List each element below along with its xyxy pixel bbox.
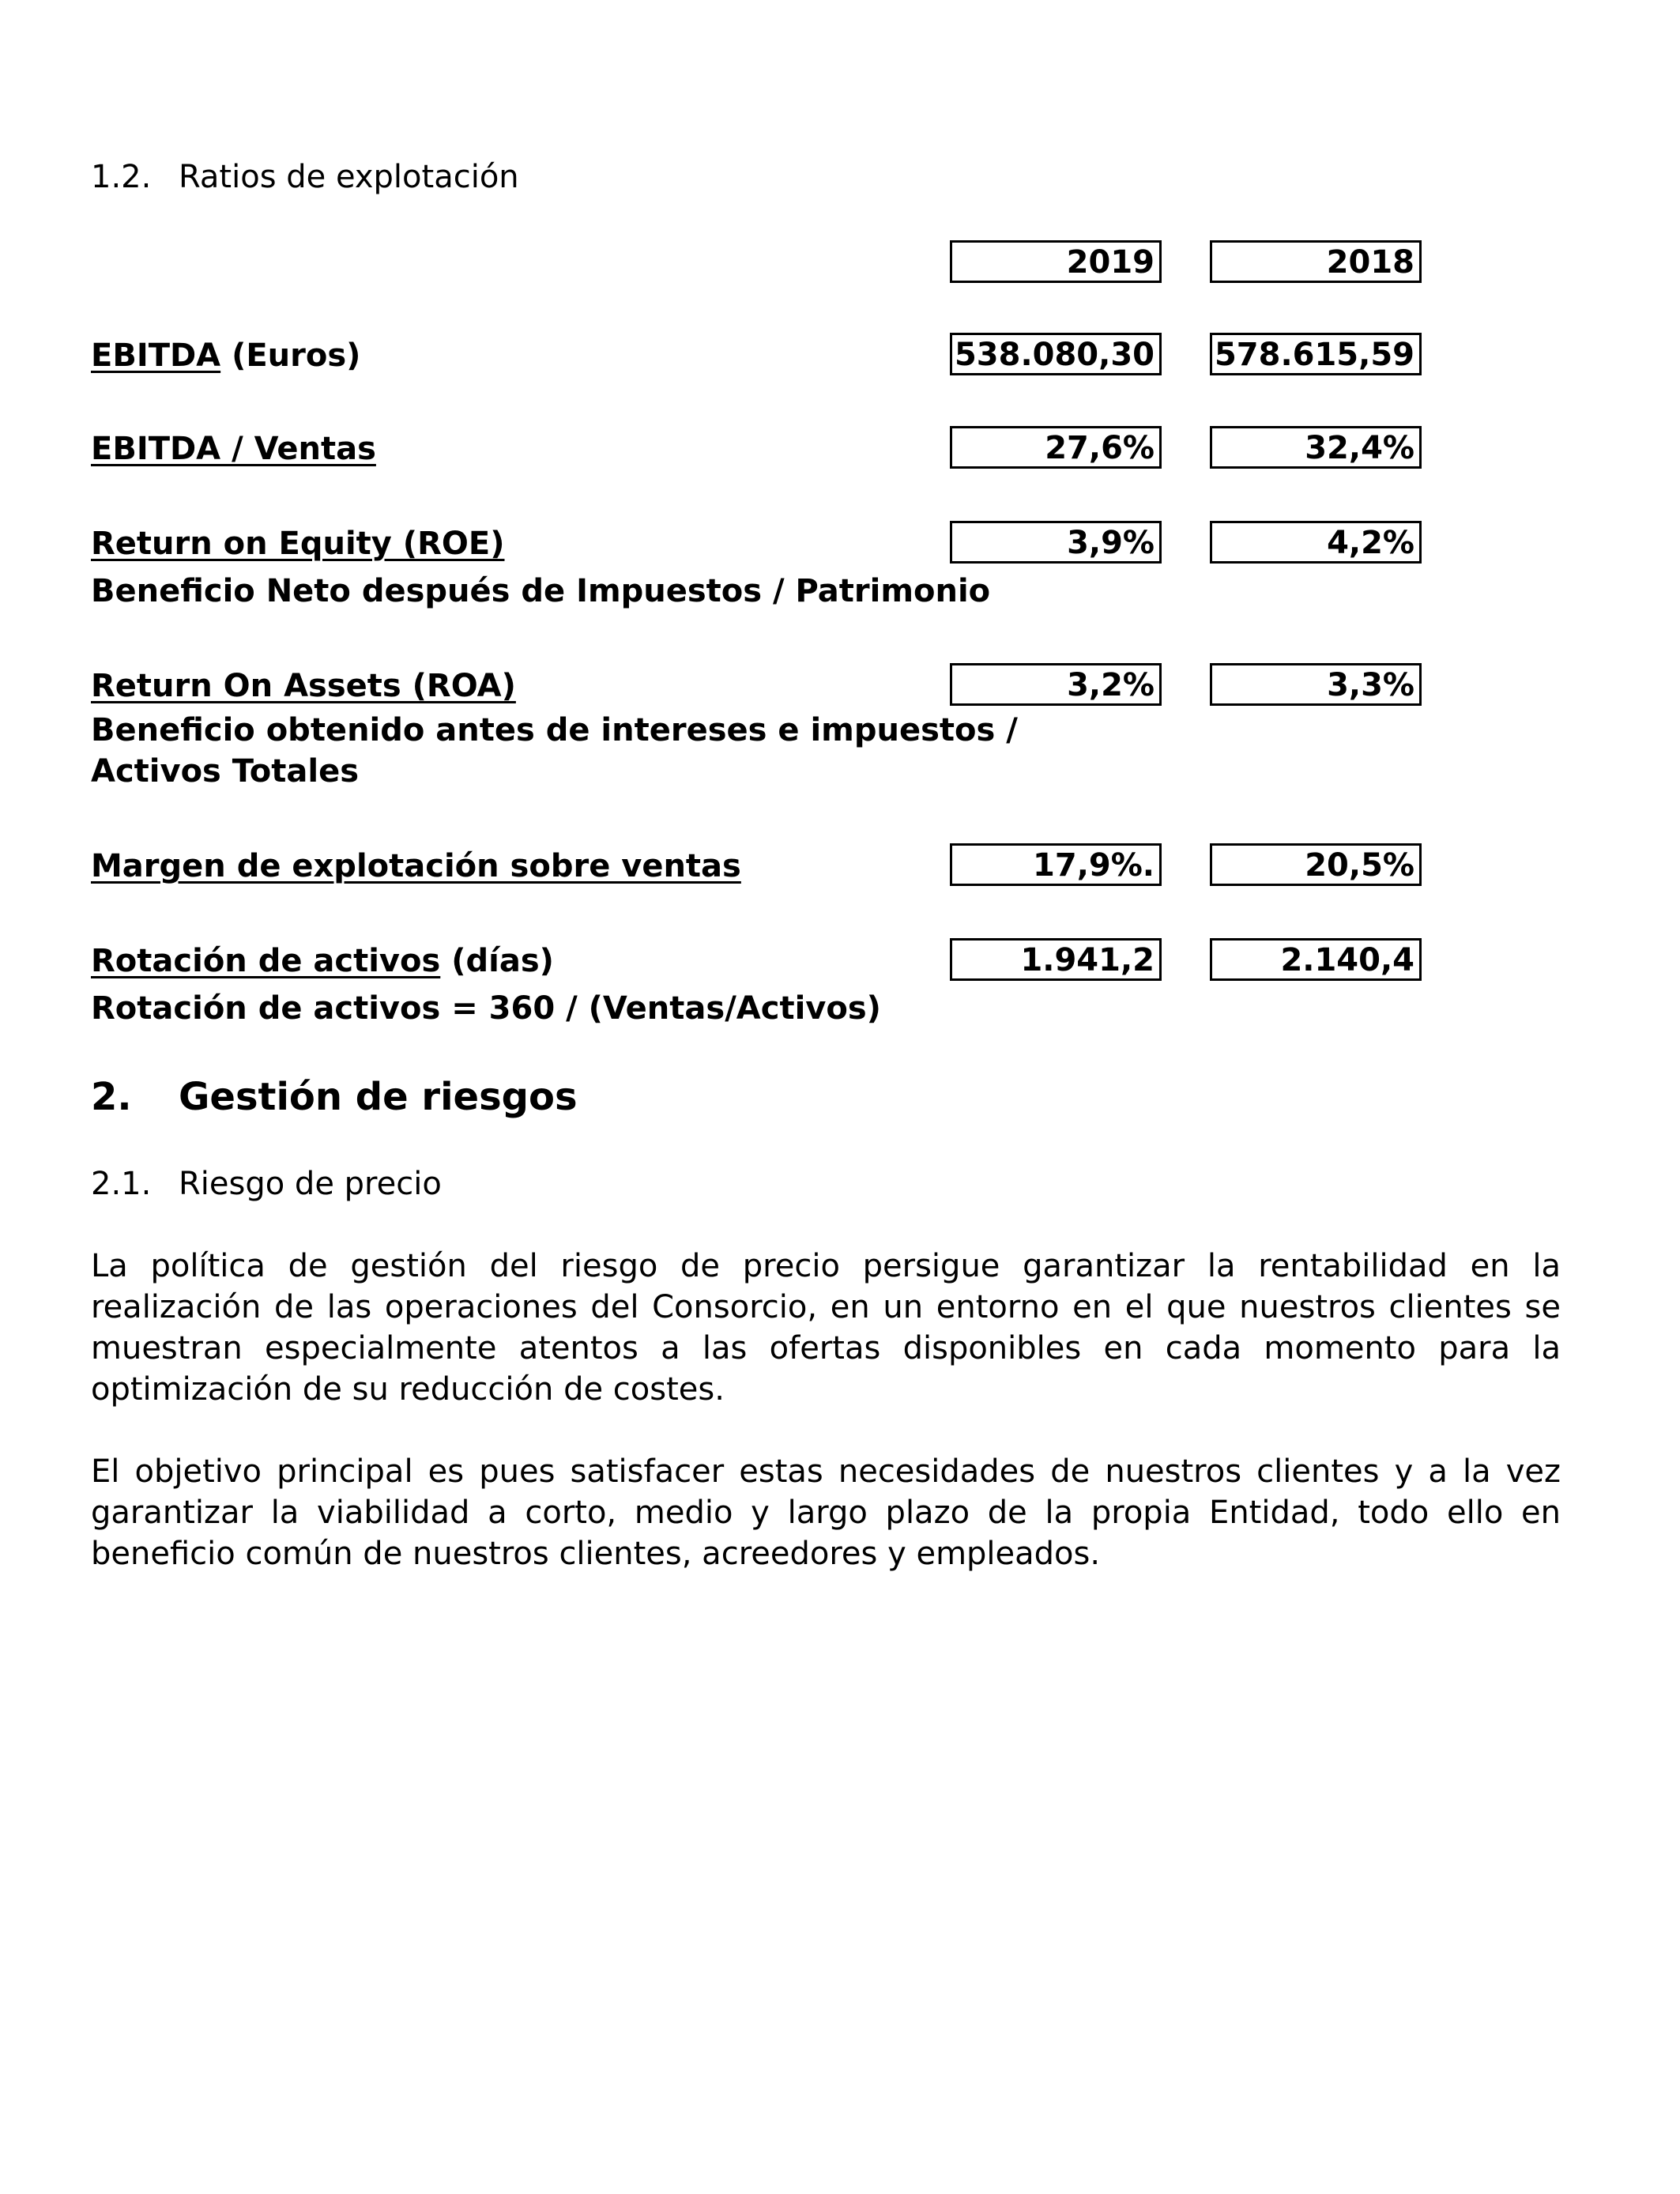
roa-label: [91, 665, 516, 707]
roa-value-2019: 3,2%: [950, 663, 1162, 706]
section-number: 2.1.: [91, 1166, 152, 1202]
paragraph-1: La política de gestión del riesgo de precio persigue garantizar la rentabilidad en la realización de las operaciones del Consorcio, en un entorno en el que nuestros clientes se muestran especialmente atentos a las ofertas disponibles en cada momento para la optimización de su reducción de costes.: [91, 1248, 1561, 1408]
rotacion-value-2019: 1.941,2: [950, 938, 1162, 981]
ebitda-ventas-label-main: EBITDA / Ventas: [91, 431, 376, 467]
ebitda-label: [91, 335, 360, 376]
ebitda-ventas-value-2019: 27,6%: [950, 426, 1162, 469]
roa-description-line-1: Beneficio obtenido antes de intereses e impuestos /: [91, 712, 1018, 748]
section-title: Gestión de riesgos: [179, 1075, 578, 1119]
rotacion-label-unit: (días): [440, 943, 554, 979]
rotacion-value-2018: 2.140,4: [1210, 938, 1422, 981]
roe-label: [91, 523, 505, 564]
margen-value-2019: 17,9%.: [950, 843, 1162, 886]
ebitda-label-unit: (Euros): [220, 337, 361, 374]
margen-value-2018: 20,5%: [1210, 843, 1422, 886]
roa-value-2018: 3,3%: [1210, 663, 1422, 706]
year-header-2018: 2018: [1210, 240, 1422, 283]
ebitda-label-main: EBITDA: [91, 337, 221, 374]
rotacion-description: Rotación de activos = 360 / (Ventas/Activos): [91, 990, 881, 1027]
roe-value-2018: 4,2%: [1210, 521, 1422, 564]
section-heading-2: [91, 1073, 578, 1121]
year-header-2019: 2019: [950, 240, 1162, 283]
section-title: Riesgo de precio: [179, 1166, 442, 1202]
section-heading-2-1: [91, 1163, 442, 1204]
ebitda-ventas-value-2018: 32,4%: [1210, 426, 1422, 469]
rotacion-label: [91, 941, 554, 982]
roe-value-2019: 3,9%: [950, 521, 1162, 564]
section-number: 1.2.: [91, 159, 152, 195]
section-heading-1-2: [91, 156, 519, 198]
section-number: 2.: [91, 1075, 132, 1119]
paragraph-2: El objetivo principal es pues satisfacer estas necesidades de nuestros clientes y a la vez garantizar la viabilidad a corto, medio y largo plazo de la propia Entidad, todo ello en beneficio común de nuestros clientes, acreedores y empleados.: [91, 1453, 1561, 1572]
roe-description: Beneficio Neto después de Impuestos / Patrimonio: [91, 573, 991, 609]
ebitda-ventas-label: [91, 428, 376, 469]
roa-description-line-2: Activos Totales: [91, 753, 360, 790]
ebitda-value-2019: 538.080,30: [950, 333, 1162, 375]
margen-label-main: Margen de explotación sobre ventas: [91, 848, 741, 884]
margen-label: [91, 846, 741, 887]
roa-label-main: Return On Assets (ROA): [91, 668, 516, 704]
rotacion-label-main: Rotación de activos: [91, 943, 441, 979]
ebitda-value-2018: 578.615,59: [1210, 333, 1422, 375]
roe-label-main: Return on Equity (ROE): [91, 526, 505, 562]
section-title: Ratios de explotación: [179, 159, 519, 195]
